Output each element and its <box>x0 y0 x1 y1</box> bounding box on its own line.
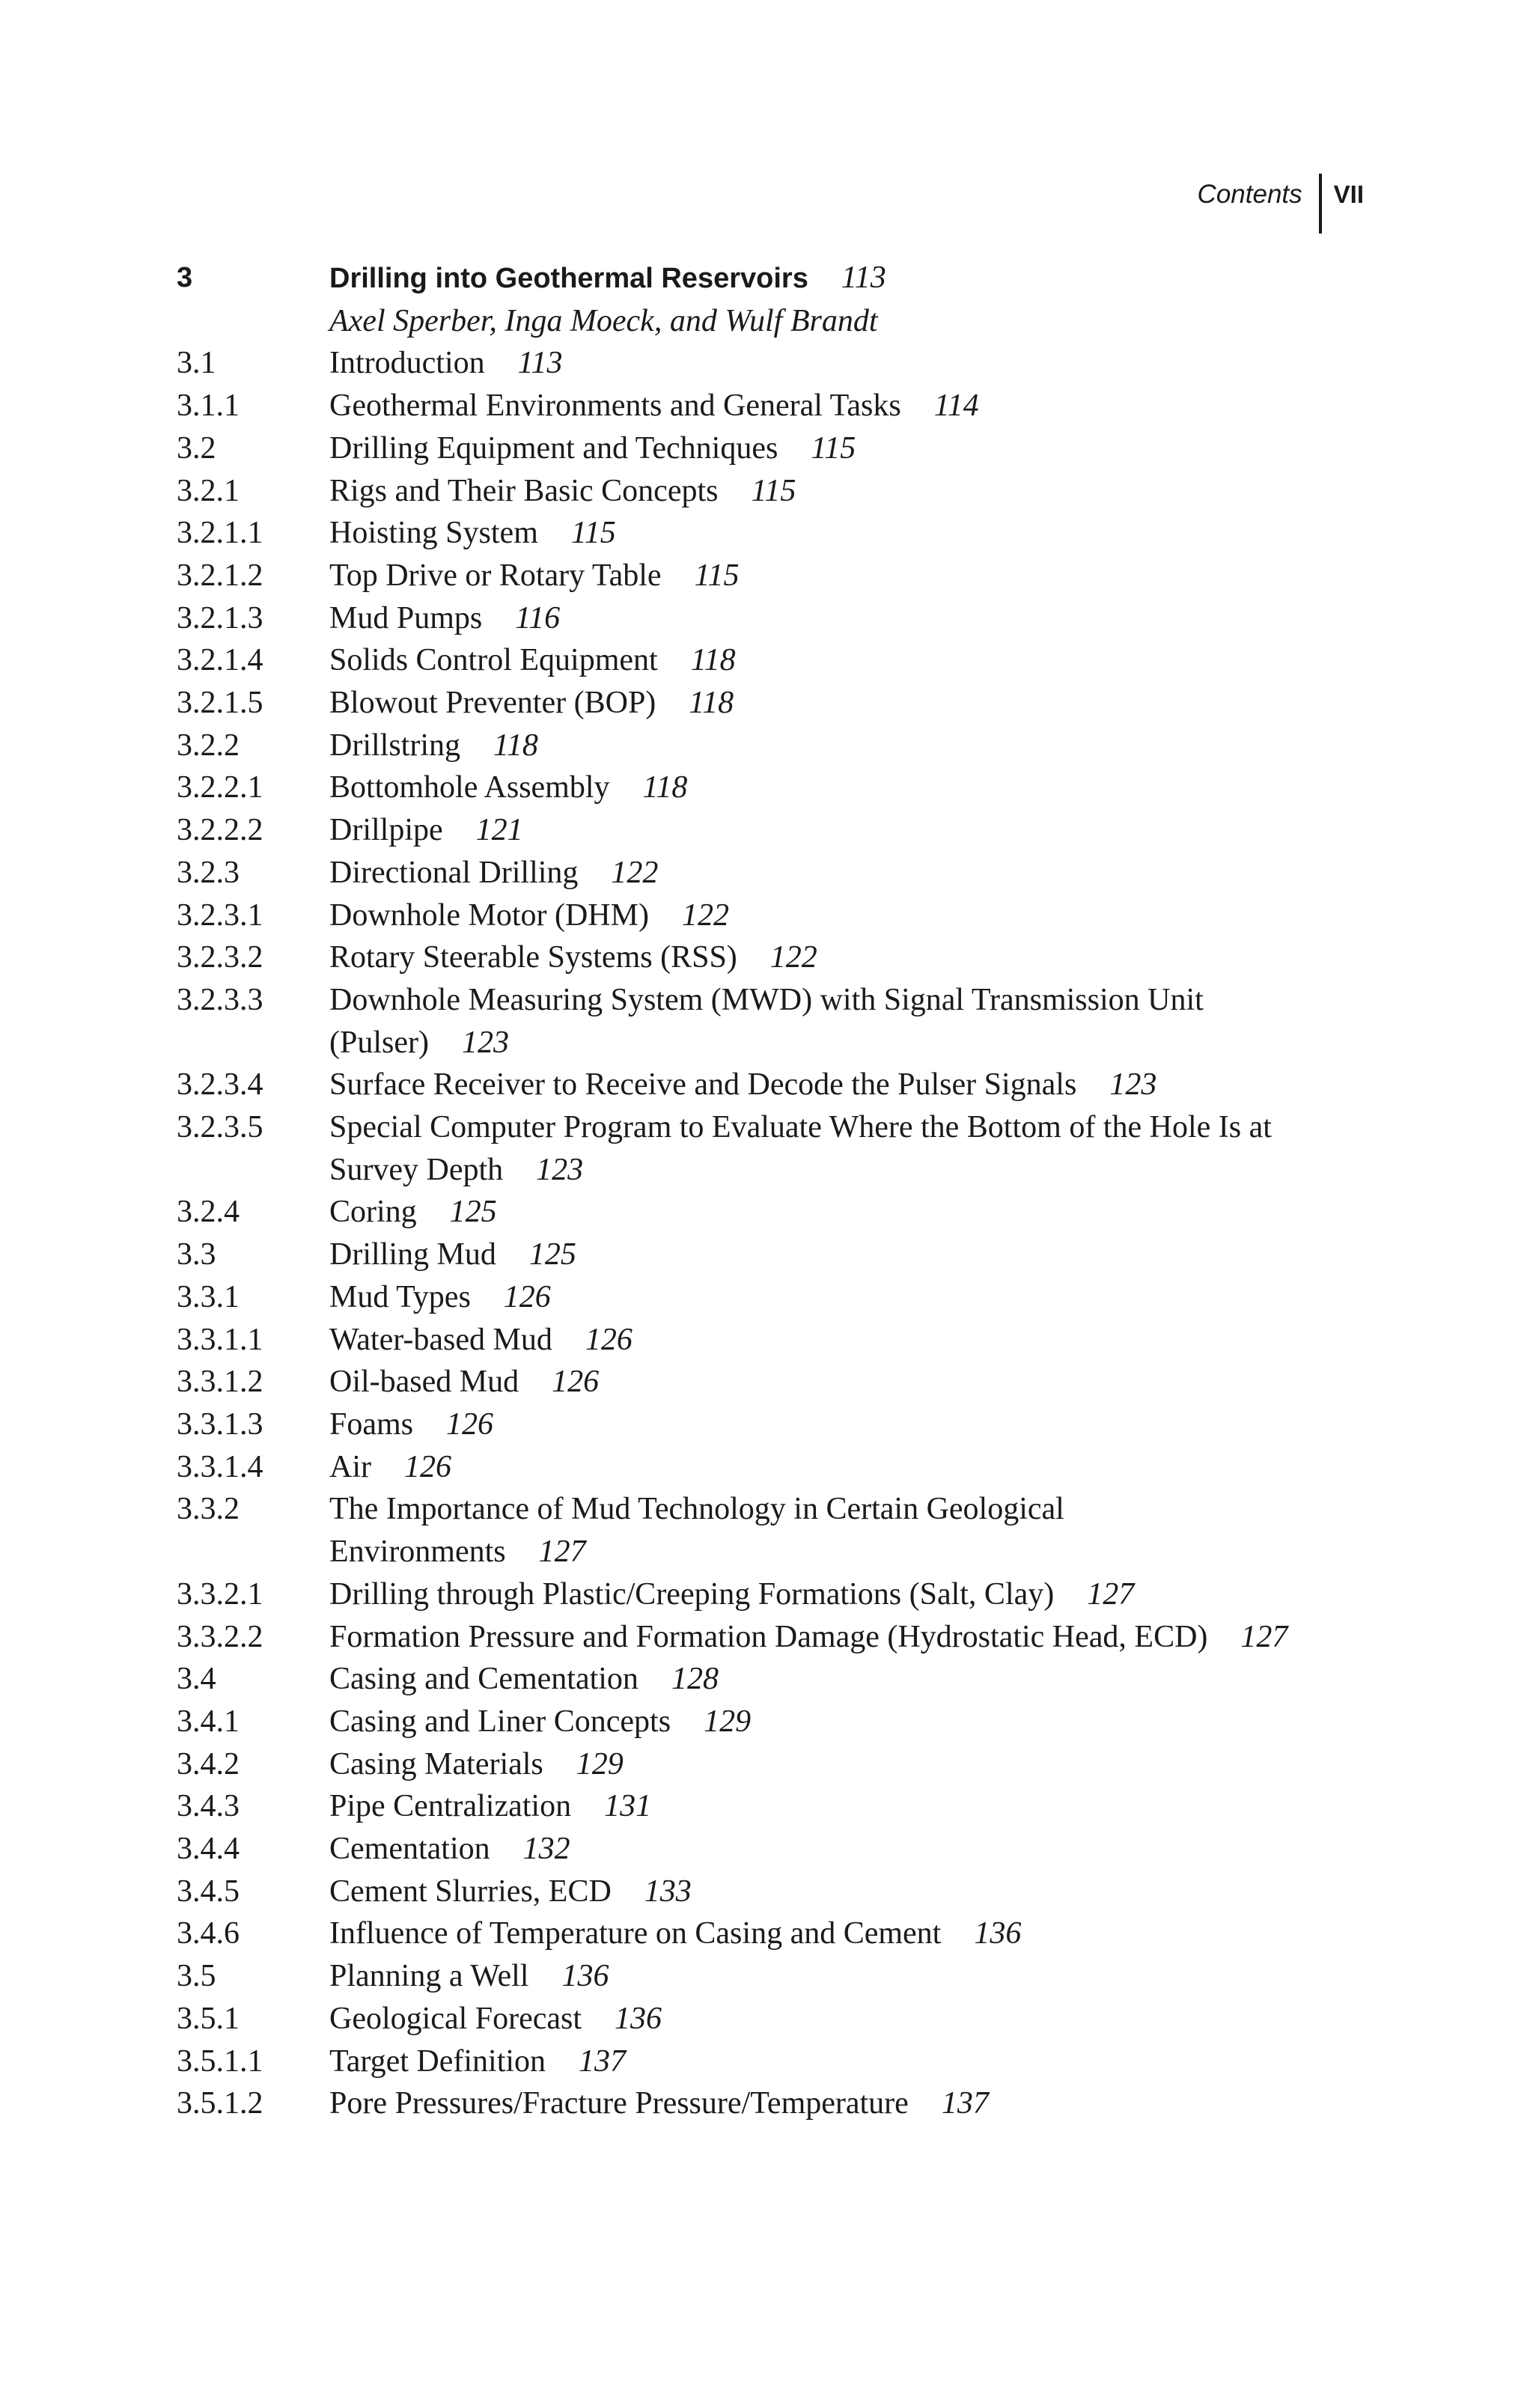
entry-number: 3.2.1.2 <box>177 558 263 593</box>
entry-page: 132 <box>522 1832 570 1867</box>
entry-number: 3.1 <box>177 346 216 381</box>
entry-title: Special Computer Program to Evaluate Where the Bottom of the Hole Is at Survey Depth <box>329 1110 1272 1187</box>
entry-body <box>329 1361 1322 1403</box>
entry-number: 3.2.2.2 <box>177 813 263 848</box>
entry-page: 128 <box>671 1662 719 1697</box>
entry-body <box>329 682 1322 725</box>
entry-title: Casing and Cementation <box>329 1662 639 1697</box>
entry-number: 3.3.2.1 <box>177 1576 263 1612</box>
entry-title: Drilling Mud <box>329 1237 496 1272</box>
entry-title: Casing and Liner Concepts <box>329 1704 671 1739</box>
toc-entry <box>177 385 1322 427</box>
entry-title: Oil-based Mud <box>329 1365 519 1400</box>
entry-page: 126 <box>446 1406 494 1442</box>
entry-body <box>329 894 1322 937</box>
toc-entry <box>177 1106 1322 1191</box>
chapter-number: 3 <box>177 262 193 293</box>
entry-body <box>329 725 1322 767</box>
entry-title: Influence of Temperature on Casing and Cement <box>329 1916 942 1951</box>
chapter-page: 113 <box>841 260 886 295</box>
toc-entry <box>177 1955 1322 1998</box>
entry-number: 3.4.1 <box>177 1704 240 1739</box>
entry-page: 122 <box>611 855 659 890</box>
entry-title: Downhole Measuring System (MWD) with Signal Transmission Unit (Pulser) <box>329 982 1204 1060</box>
entry-number: 3.3.1.2 <box>177 1365 263 1400</box>
entry-number: 3.2.3 <box>177 855 240 890</box>
entry-page: 129 <box>576 1746 624 1781</box>
running-head-title: Contents <box>1197 180 1302 209</box>
entry-title: Drilling through Plastic/Creeping Formations (Salt, Clay) <box>329 1576 1055 1612</box>
toc-entry <box>177 1658 1322 1701</box>
entry-page: 114 <box>933 388 979 424</box>
toc-entry <box>177 1912 1322 1955</box>
entry-number: 3.2 <box>177 430 216 466</box>
entry-title: Formation Pressure and Formation Damage (Hydrostatic Head, ECD) <box>329 1619 1208 1654</box>
entry-page: 118 <box>493 728 538 763</box>
toc-entry <box>177 555 1322 597</box>
entry-title: Air <box>329 1449 371 1484</box>
entry-title: Cement Slurries, ECD <box>329 1874 612 1909</box>
entry-title: Geological Forecast <box>329 2001 582 2036</box>
entry-body <box>329 1616 1322 1659</box>
toc-entry <box>177 766 1322 809</box>
entry-page: 137 <box>941 2086 989 2121</box>
entry-body <box>329 1446 1322 1489</box>
entry-title: Mud Types <box>329 1279 471 1314</box>
entry-title: Water-based Mud <box>329 1322 552 1357</box>
toc-entry <box>177 1828 1322 1871</box>
entry-title: Hoisting System <box>329 516 538 551</box>
entry-body <box>329 427 1322 470</box>
entry-number: 3.3.1.4 <box>177 1449 263 1484</box>
entry-number: 3.2.1.4 <box>177 643 263 678</box>
entry-body <box>329 1998 1322 2040</box>
entry-body <box>329 852 1322 894</box>
entry-number: 3.2.1.5 <box>177 686 263 721</box>
toc-entry <box>177 1191 1322 1234</box>
entry-number: 3.2.3.3 <box>177 982 263 1017</box>
toc-entry <box>177 852 1322 894</box>
entry-page: 125 <box>449 1195 497 1230</box>
entry-body <box>329 1319 1322 1362</box>
entry-number: 3.2.2 <box>177 728 240 763</box>
toc-chapter-entry <box>177 257 1322 342</box>
entry-page: 123 <box>461 1025 509 1060</box>
entry-title: Foams <box>329 1406 414 1442</box>
entry-page: 123 <box>536 1152 584 1187</box>
toc-entries <box>177 342 1322 2125</box>
entry-body <box>329 1191 1322 1234</box>
entry-number: 3.2.3.1 <box>177 897 263 933</box>
toc-entry <box>177 894 1322 937</box>
entry-number: 3.5 <box>177 1959 216 1994</box>
running-head <box>1198 174 1364 234</box>
toc-entry <box>177 1701 1322 1743</box>
toc-entry <box>177 1743 1322 1786</box>
entry-page: 118 <box>689 686 734 721</box>
entry-page: 115 <box>811 430 856 466</box>
toc-entry <box>177 597 1322 640</box>
entry-body <box>329 385 1322 427</box>
entry-body <box>329 1403 1322 1446</box>
toc-entry <box>177 342 1322 385</box>
entry-page: 133 <box>644 1874 692 1909</box>
entry-number: 3.3.2.2 <box>177 1619 263 1654</box>
toc-entry <box>177 512 1322 555</box>
entry-body <box>329 1234 1322 1276</box>
entry-title: Coring <box>329 1195 417 1230</box>
entry-number: 3.3 <box>177 1237 216 1272</box>
entry-page: 136 <box>615 2001 662 2036</box>
entry-title: Blowout Preventer (BOP) <box>329 686 656 721</box>
entry-number: 3.4.3 <box>177 1789 240 1824</box>
entry-body <box>329 639 1322 682</box>
entry-number: 3.2.2.1 <box>177 770 263 805</box>
entry-body <box>329 2040 1322 2083</box>
entry-number: 3.1.1 <box>177 388 240 424</box>
entry-body <box>329 979 1322 1064</box>
toc-entry <box>177 1064 1322 1106</box>
entry-body <box>329 597 1322 640</box>
entry-number: 3.4.5 <box>177 1874 240 1909</box>
toc-entry <box>177 979 1322 1064</box>
entry-title: Mud Pumps <box>329 600 483 635</box>
entry-title: Top Drive or Rotary Table <box>329 558 662 593</box>
entry-page: 127 <box>538 1534 586 1570</box>
entry-body <box>329 1871 1322 1913</box>
entry-title: Downhole Motor (DHM) <box>329 897 649 933</box>
toc-entry <box>177 936 1322 979</box>
entry-body <box>329 1658 1322 1701</box>
entry-body <box>329 512 1322 555</box>
entry-body <box>329 2082 1322 2125</box>
entry-body <box>329 1276 1322 1319</box>
entry-body <box>329 809 1322 852</box>
entry-page: 123 <box>1109 1067 1157 1103</box>
entry-title: Surface Receiver to Receive and Decode the Pulser Signals <box>329 1067 1077 1103</box>
entry-number: 3.3.1.1 <box>177 1322 263 1357</box>
entry-page: 126 <box>585 1322 633 1357</box>
entry-title: Drillpipe <box>329 813 443 848</box>
entry-number: 3.4.4 <box>177 1832 240 1867</box>
entry-body <box>329 1573 1322 1616</box>
entry-body <box>329 936 1322 979</box>
toc-entry <box>177 1998 1322 2040</box>
entry-body <box>329 470 1322 513</box>
entry-body <box>329 1701 1322 1743</box>
entry-page: 118 <box>690 643 736 678</box>
entry-number: 3.5.1 <box>177 2001 240 2036</box>
toc-entry <box>177 639 1322 682</box>
chapter-title: Drilling into Geothermal Reservoirs <box>329 263 808 294</box>
toc-entry <box>177 1319 1322 1362</box>
entry-number: 3.5.1.1 <box>177 2043 263 2079</box>
entry-number: 3.5.1.2 <box>177 2086 263 2121</box>
page-folio: VII <box>1333 180 1364 208</box>
toc-entry <box>177 1234 1322 1276</box>
entry-number: 3.2.1.1 <box>177 516 263 551</box>
entry-page: 115 <box>570 516 616 551</box>
entry-body <box>329 1488 1322 1573</box>
entry-page: 115 <box>694 558 740 593</box>
entry-body <box>329 1743 1322 1786</box>
toc-entry <box>177 1276 1322 1319</box>
entry-body <box>329 1064 1322 1106</box>
entry-title: Geothermal Environments and General Tasks <box>329 388 901 424</box>
entry-page: 131 <box>604 1789 652 1824</box>
entry-page: 126 <box>404 1449 451 1484</box>
entry-body <box>329 1828 1322 1871</box>
entry-title: The Importance of Mud Technology in Certain Geological Environments <box>329 1492 1064 1570</box>
toc-entry <box>177 1488 1322 1573</box>
entry-page: 113 <box>517 346 563 381</box>
toc-entry <box>177 1871 1322 1913</box>
entry-page: 122 <box>769 940 817 975</box>
entry-body <box>329 766 1322 809</box>
entry-number: 3.2.4 <box>177 1195 240 1230</box>
entry-title: Target Definition <box>329 2043 546 2079</box>
entry-page: 121 <box>475 813 523 848</box>
toc-entry <box>177 427 1322 470</box>
entry-page: 137 <box>579 2043 627 2079</box>
entry-number: 3.3.2 <box>177 1492 240 1527</box>
entry-page: 129 <box>704 1704 752 1739</box>
entry-body <box>329 342 1322 385</box>
entry-title: Solids Control Equipment <box>329 643 658 678</box>
entry-page: 127 <box>1087 1576 1135 1612</box>
entry-title: Drillstring <box>329 728 460 763</box>
entry-title: Directional Drilling <box>329 855 579 890</box>
entry-page: 136 <box>974 1916 1022 1951</box>
entry-body <box>329 555 1322 597</box>
toc-entry <box>177 2082 1322 2125</box>
entry-title: Drilling Equipment and Techniques <box>329 430 778 466</box>
toc-entry <box>177 1616 1322 1659</box>
entry-page: 126 <box>503 1279 551 1314</box>
toc-entry <box>177 725 1322 767</box>
toc-entry <box>177 1361 1322 1403</box>
entry-page: 118 <box>642 770 688 805</box>
entry-page: 116 <box>515 600 561 635</box>
entry-number: 3.2.3.4 <box>177 1067 263 1103</box>
entry-title: Rigs and Their Basic Concepts <box>329 473 719 508</box>
entry-title: Cementation <box>329 1832 490 1867</box>
toc-entry <box>177 1785 1322 1828</box>
table-of-contents <box>177 257 1322 2125</box>
entry-body <box>329 1912 1322 1955</box>
entry-title: Pipe Centralization <box>329 1789 572 1824</box>
toc-entry <box>177 1573 1322 1616</box>
entry-number: 3.3.1 <box>177 1279 240 1314</box>
entry-title: Casing Materials <box>329 1746 543 1781</box>
chapter-body <box>329 257 1322 342</box>
entry-body <box>329 1106 1322 1191</box>
entry-page: 136 <box>561 1959 609 1994</box>
toc-entry <box>177 470 1322 513</box>
entry-body <box>329 1955 1322 1998</box>
toc-entry <box>177 1446 1322 1489</box>
entry-page: 125 <box>528 1237 576 1272</box>
entry-number: 3.2.3.2 <box>177 940 263 975</box>
entry-title: Pore Pressures/Fracture Pressure/Temperature <box>329 2086 909 2121</box>
entry-number: 3.2.3.5 <box>177 1110 263 1145</box>
entry-number: 3.3.1.3 <box>177 1406 263 1442</box>
entry-title: Bottomhole Assembly <box>329 770 610 805</box>
toc-entry <box>177 809 1322 852</box>
entry-number: 3.4.2 <box>177 1746 240 1781</box>
entry-title: Planning a Well <box>329 1959 529 1994</box>
entry-number: 3.4 <box>177 1662 216 1697</box>
entry-number: 3.2.1.3 <box>177 600 263 635</box>
toc-entry <box>177 2040 1322 2083</box>
entry-body <box>329 1785 1322 1828</box>
entry-page: 115 <box>751 473 796 508</box>
entry-page: 127 <box>1240 1619 1288 1654</box>
entry-number: 3.2.1 <box>177 473 240 508</box>
entry-page: 126 <box>552 1365 600 1400</box>
entry-number: 3.4.6 <box>177 1916 240 1951</box>
toc-entry <box>177 1403 1322 1446</box>
entry-title: Introduction <box>329 346 485 381</box>
chapter-authors: Axel Sperber, Inga Moeck, and Wulf Brandt <box>329 303 878 338</box>
toc-entry <box>177 682 1322 725</box>
entry-title: Rotary Steerable Systems (RSS) <box>329 940 737 975</box>
entry-page: 122 <box>681 897 729 933</box>
